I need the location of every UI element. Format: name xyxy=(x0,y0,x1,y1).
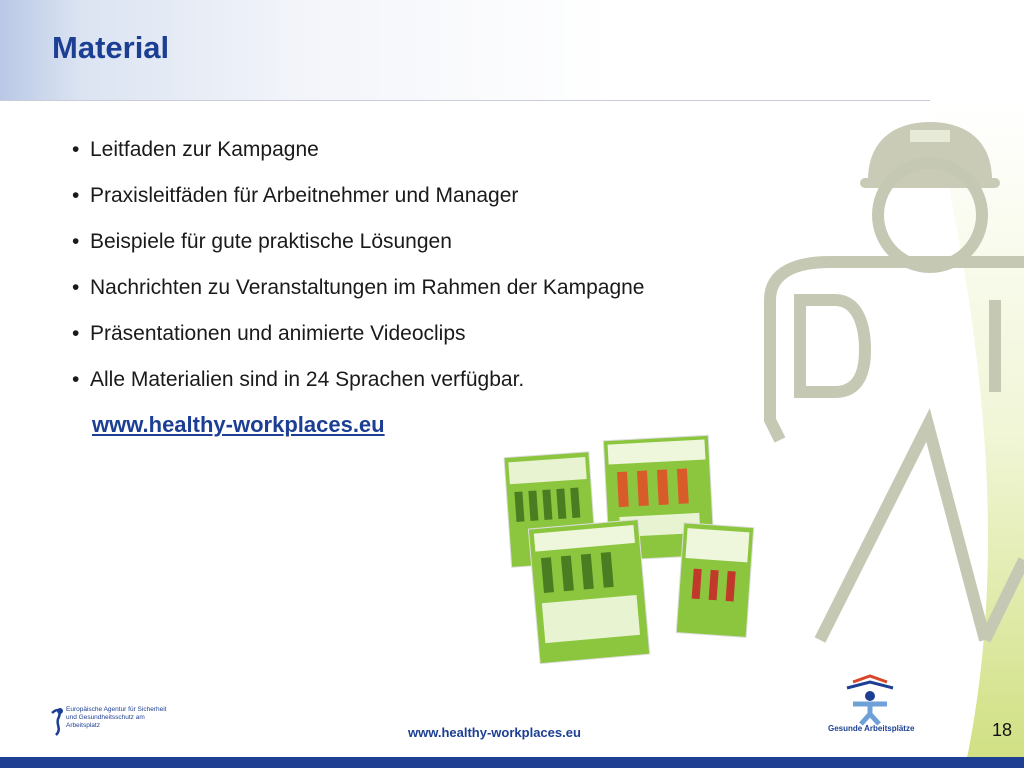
slide-title: Material xyxy=(52,30,170,65)
footer-url-link[interactable]: www.healthy-workplaces.eu xyxy=(408,725,581,740)
campaign-name: Gesunde Arbeitsplätze xyxy=(828,724,915,733)
bullet-text: Beispiele für gute praktische Lösungen xyxy=(90,230,452,253)
bullet-text: Nachrichten zu Veranstaltungen im Rahmen der Kampagne xyxy=(90,276,645,299)
campaign-link[interactable]: www.healthy-workplaces.eu xyxy=(92,412,385,437)
page-number: 18 xyxy=(992,720,1013,740)
bullet-item xyxy=(72,366,645,412)
bullet-item xyxy=(72,136,645,182)
bullet-item xyxy=(72,182,645,228)
bullet-text: Präsentationen und animierte Videoclips xyxy=(90,322,466,345)
bullet-dot: • xyxy=(72,322,80,345)
bullet-text: Leitfaden zur Kampagne xyxy=(90,138,319,161)
bullet-item xyxy=(72,274,645,320)
bottom-bar xyxy=(0,757,1024,768)
bullet-item xyxy=(72,320,645,366)
bullet-dot: • xyxy=(72,138,80,161)
bullet-text: Praxisleitfäden für Arbeitnehmer und Manager xyxy=(90,184,519,207)
bullet-item xyxy=(72,228,645,274)
bullet-text: Alle Materialien sind in 24 Sprachen verfügbar. xyxy=(90,368,525,391)
bullet-dot: • xyxy=(72,276,80,299)
brochure-image xyxy=(498,430,768,675)
bullet-dot: • xyxy=(72,184,80,207)
agency-name: Europäische Agentur für Sicherheit und Gesundheitsschutz am Arbeitsplatz xyxy=(66,706,167,729)
bullet-dot: • xyxy=(72,368,80,391)
bullet-dot: • xyxy=(72,230,80,253)
bullet-list xyxy=(72,136,645,412)
